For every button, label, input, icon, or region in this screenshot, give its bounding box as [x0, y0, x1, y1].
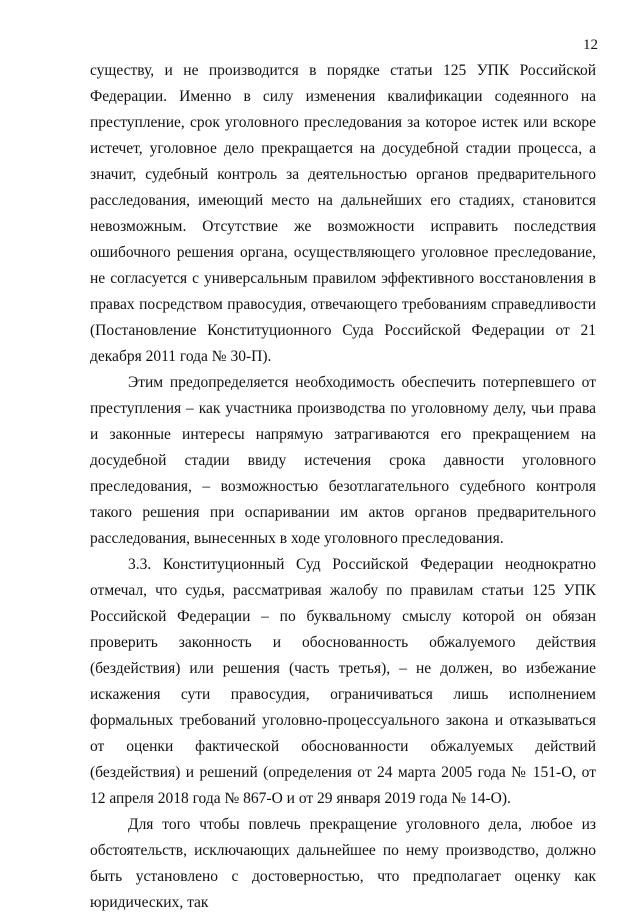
paragraph-continuation: существу, и не производится в порядке статьи 125 УПК Российской Федерации. Именно в силу изменения квалификации содеянного на преступление, срок уголовного преследования за которое истек или вскоре истечет, уголовное дело прекращается на досудебной стадии процесса, а значит, судебный контроль за деятельностью органов предварительного расследования, имеющий место на дальнейших его стадиях, становится невозможным. Отсутствие же возможности исправить последствия ошибочного решения органа, осуществляющего уголовное преследование, не согласуется с универсальным правилом эффективного восстановления в правах посредством правосудия, отвечающего требованиям справедливости (Постановление Конституционного Суда Российской Федерации от 21 декабря 2011 года № 30-П).	[90, 62, 596, 365]
paragraph-section-3-3: 3.3. Конституционный Суд Российской Федерации неоднократно отмечал, что судья, рассматривая жалобу по правилам статьи 125 УПК Российской Федерации – по буквальному смыслу которой он обязан проверить законность и обоснованность обжалуемого действия (бездействия) или решения (часть третья), – не должен, во избежание искажения сути правосудия, ограничиваться лишь исполнением формальных требований уголовно-процессуального закона и отказываться от оценки фактической обоснованности обжалуемых действий (бездействия) и решений (определения от 24 марта 2005 года № 151-О, от 12 апреля 2018 года № 867-О и от 29 января 2019 года № 14-О).	[90, 556, 596, 807]
paragraph-victim-rights: Этим предопределяется необходимость обеспечить потерпевшего от преступления – как участника производства по уголовному делу, чьи права и законные интересы напрямую затрагиваются его прекращением на досудебной стадии ввиду истечения срока давности уголовного преследования, – возможностью безотлагательного судебного контроля такого решения при оспаривании им актов органов предварительного расследования, вынесенных в ходе уголовного преследования.	[90, 374, 596, 547]
document-body	[90, 58, 596, 916]
paragraph-termination-grounds: Для того чтобы повлечь прекращение уголовного дела, любое из обстоятельств, исключающих дальнейшее по нему производство, должно быть установлено с достоверностью, что предполагает оценку как юридических, так	[90, 816, 596, 911]
page-number: 12	[583, 37, 598, 53]
